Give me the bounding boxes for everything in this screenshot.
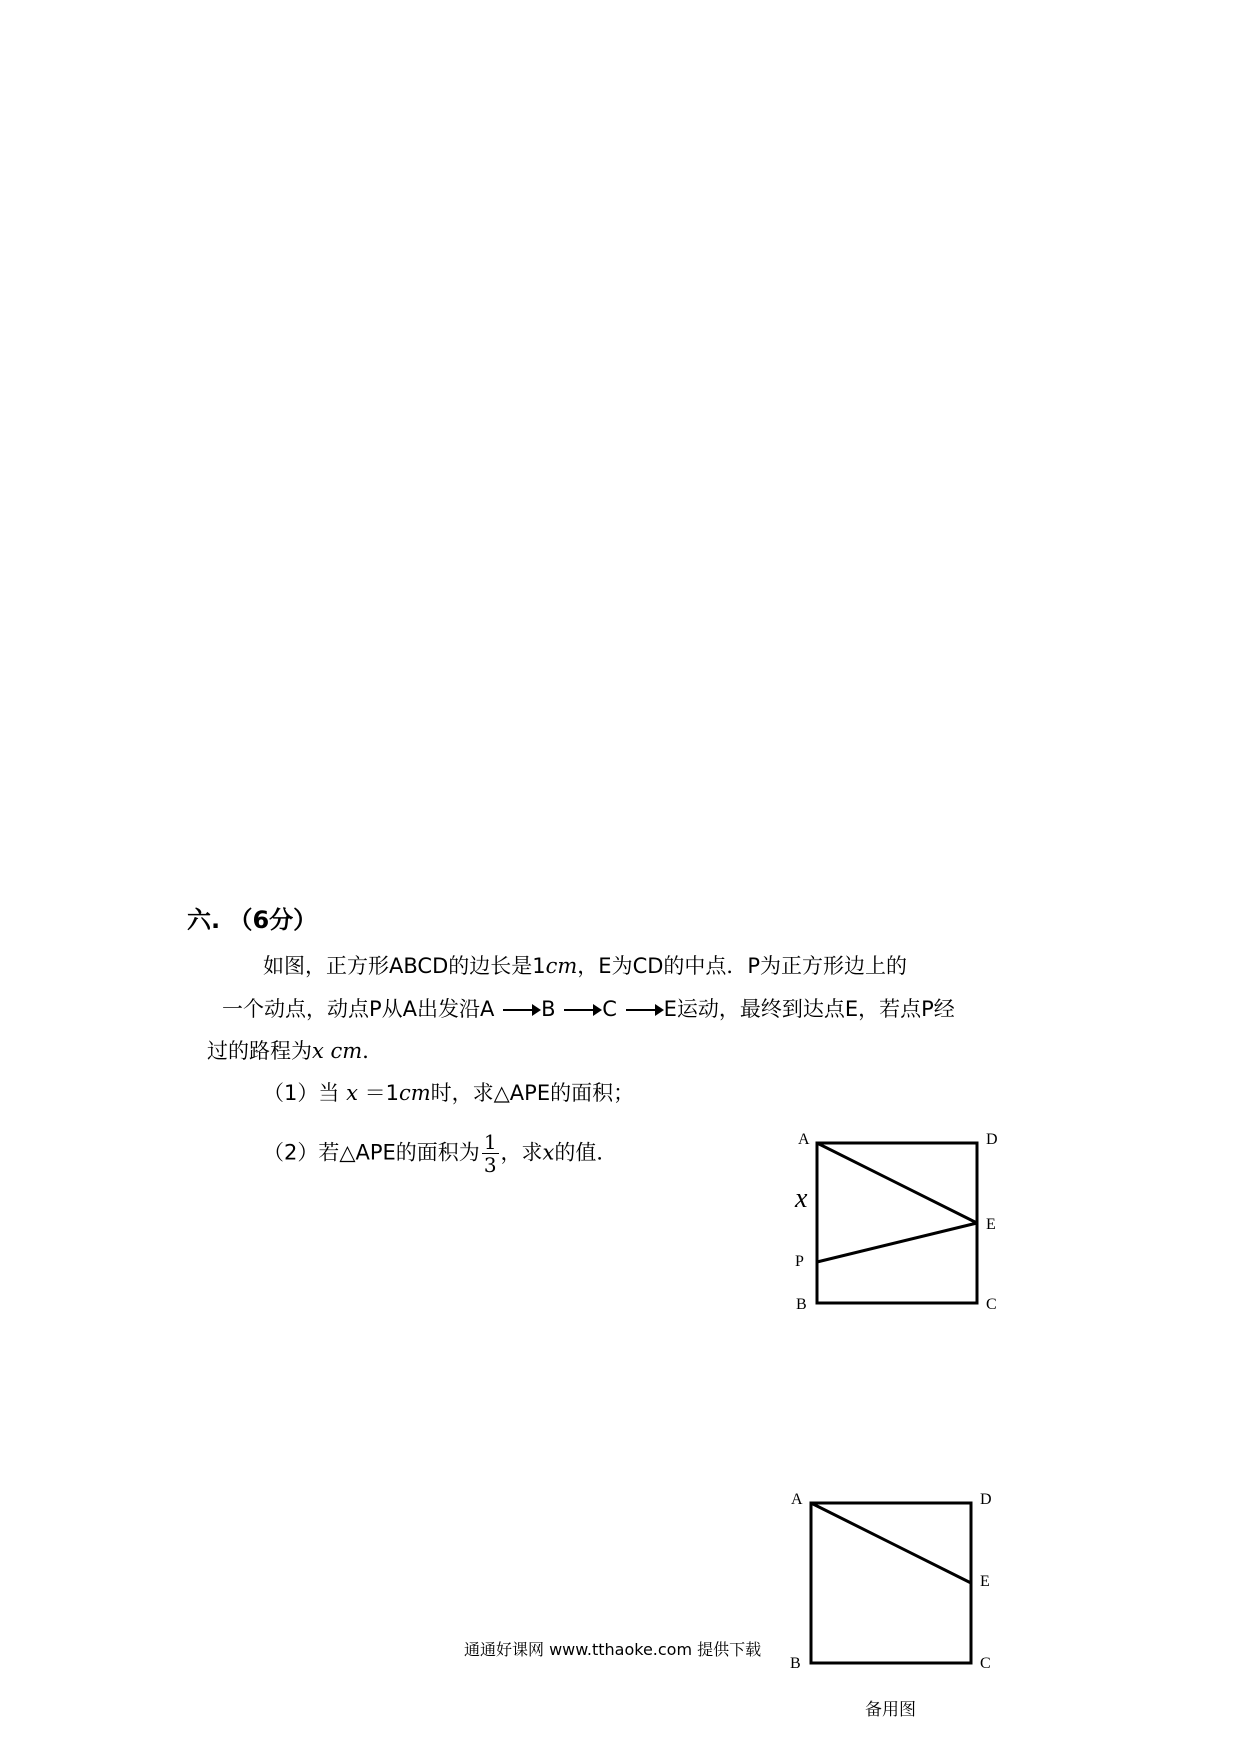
square-abcd [817, 1143, 977, 1303]
label-a: A [798, 1131, 810, 1148]
segment-ae-spare [811, 1503, 971, 1583]
label-d: D [980, 1491, 992, 1508]
point-c-text: C [602, 997, 617, 1021]
label-p: P [795, 1253, 804, 1270]
label-x: x [795, 1183, 808, 1214]
fraction-numerator: 1 [483, 1130, 497, 1154]
figure-2-caption: 备用图 [865, 1700, 916, 1720]
var-x: x [346, 1081, 358, 1105]
line2-text-b: E运动，最终到达点E，若点P经 [663, 997, 955, 1021]
q2-text-a: （2）若△APE的面积为 [263, 1140, 480, 1165]
line3-end: ． [362, 1039, 384, 1063]
unit-cm: cm [545, 954, 578, 978]
label-e: E [980, 1573, 990, 1590]
var-x: x [542, 1140, 555, 1165]
var-x: x [312, 1039, 324, 1063]
label-b: B [790, 1655, 801, 1672]
label-a: A [791, 1491, 803, 1508]
q1-text-a: （1）当 [263, 1081, 340, 1105]
q2-text-c: 的值． [554, 1140, 618, 1165]
fraction-denominator: 3 [483, 1153, 497, 1177]
figure-2 [790, 1491, 992, 1672]
label-e: E [986, 1216, 996, 1233]
unit-cm: cm [330, 1039, 363, 1063]
line1-text-b: ，E为CD的中点．P为正方形边上的 [577, 954, 908, 978]
label-c: C [980, 1655, 991, 1672]
label-b: B [796, 1296, 807, 1313]
segment-pe [817, 1223, 977, 1262]
unit-cm: cm [398, 1081, 431, 1105]
label-d: D [986, 1131, 998, 1148]
figure-1 [794, 1131, 998, 1313]
q1-equals: ＝1 [364, 1081, 399, 1105]
label-c: C [986, 1296, 997, 1313]
q2-text-b: ，求 [500, 1140, 543, 1165]
line1-text-a: 如图，正方形ABCD的边长是1 [263, 954, 546, 978]
footer-watermark: 通通好课网 www.tthaoke.com 提供下载 [464, 1640, 762, 1659]
problem-heading: 六. （6分） [187, 906, 318, 934]
square-abcd-spare [811, 1503, 971, 1663]
q1-text-b: 时，求△APE的面积； [430, 1081, 635, 1105]
segment-ae [817, 1143, 977, 1223]
line3-text-a: 过的路程为 [207, 1039, 312, 1063]
line2-text-a: 一个动点，动点P从A出发沿A [222, 997, 495, 1021]
point-b-text: B [541, 997, 556, 1021]
